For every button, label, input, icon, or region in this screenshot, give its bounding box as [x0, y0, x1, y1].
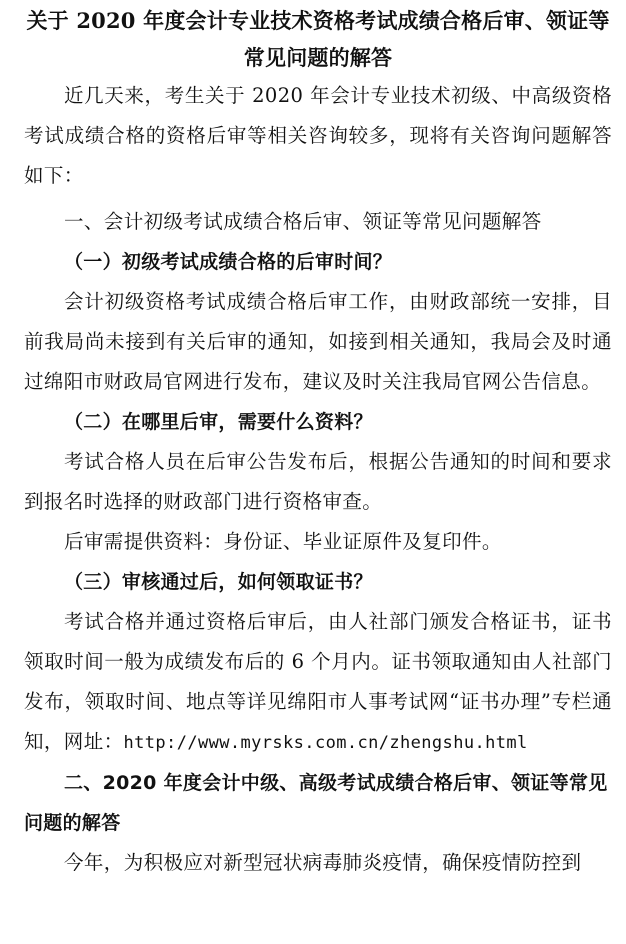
question1-heading: （一）初级考试成绩合格的后审时间？ — [64, 251, 393, 273]
intro-paragraph: 近几天来，考生关于 2020 年会计专业技术初级、中高级资格考试成绩合格的资格后审等相关咨询较多，现将有关咨询问题解答如下： — [24, 84, 612, 187]
section2-paragraph: 今年，为积极应对新型冠状病毒肺炎疫情，确保疫情防控到 — [64, 851, 582, 874]
section2-heading: 二、2020 年度会计中级、高级考试成绩合格后审、领证等常见问题的解答 — [24, 772, 608, 834]
question2-answer: 考试合格人员在后审公告发布后，根据公告通知的时间和要求到报名时选择的财政部门进行资格审查。 — [24, 450, 612, 513]
question3-heading: （三）审核通过后，如何领取证书？ — [64, 571, 373, 593]
document-title: 关于 2020 年度会计专业技术资格考试成绩合格后审、领证等常见问题的解答 — [26, 8, 610, 70]
question1-answer: 会计初级资格考试成绩合格后审工作，由财政部统一安排，目前我局尚未接到有关后审的通知，如接到相关通知，我局会及时通过绵阳市财政局官网进行发布，建议及时关注我局官网公告信息。 — [24, 290, 612, 393]
question2-materials: 后审需提供资料：身份证、毕业证原件及复印件。 — [64, 530, 502, 553]
section1-heading: 一、会计初级考试成绩合格后审、领证等常见问题解答 — [64, 210, 542, 233]
question2-heading: （二）在哪里后审，需要什么资料？ — [64, 411, 373, 433]
question3-answer-text: 考试合格并通过资格后审后，由人社部门颁发合格证书，证书领取时间一般为成绩发布后的 6 个月内。证书领取通知由人社部门发布，领取时间、地点等详见绵阳市人事考试网“证书办理”专栏通知，网址： — [24, 610, 612, 753]
certificate-url: http://www.myrsks.com.cn/zhengshu.html — [123, 733, 528, 753]
question3-answer — [24, 602, 612, 763]
